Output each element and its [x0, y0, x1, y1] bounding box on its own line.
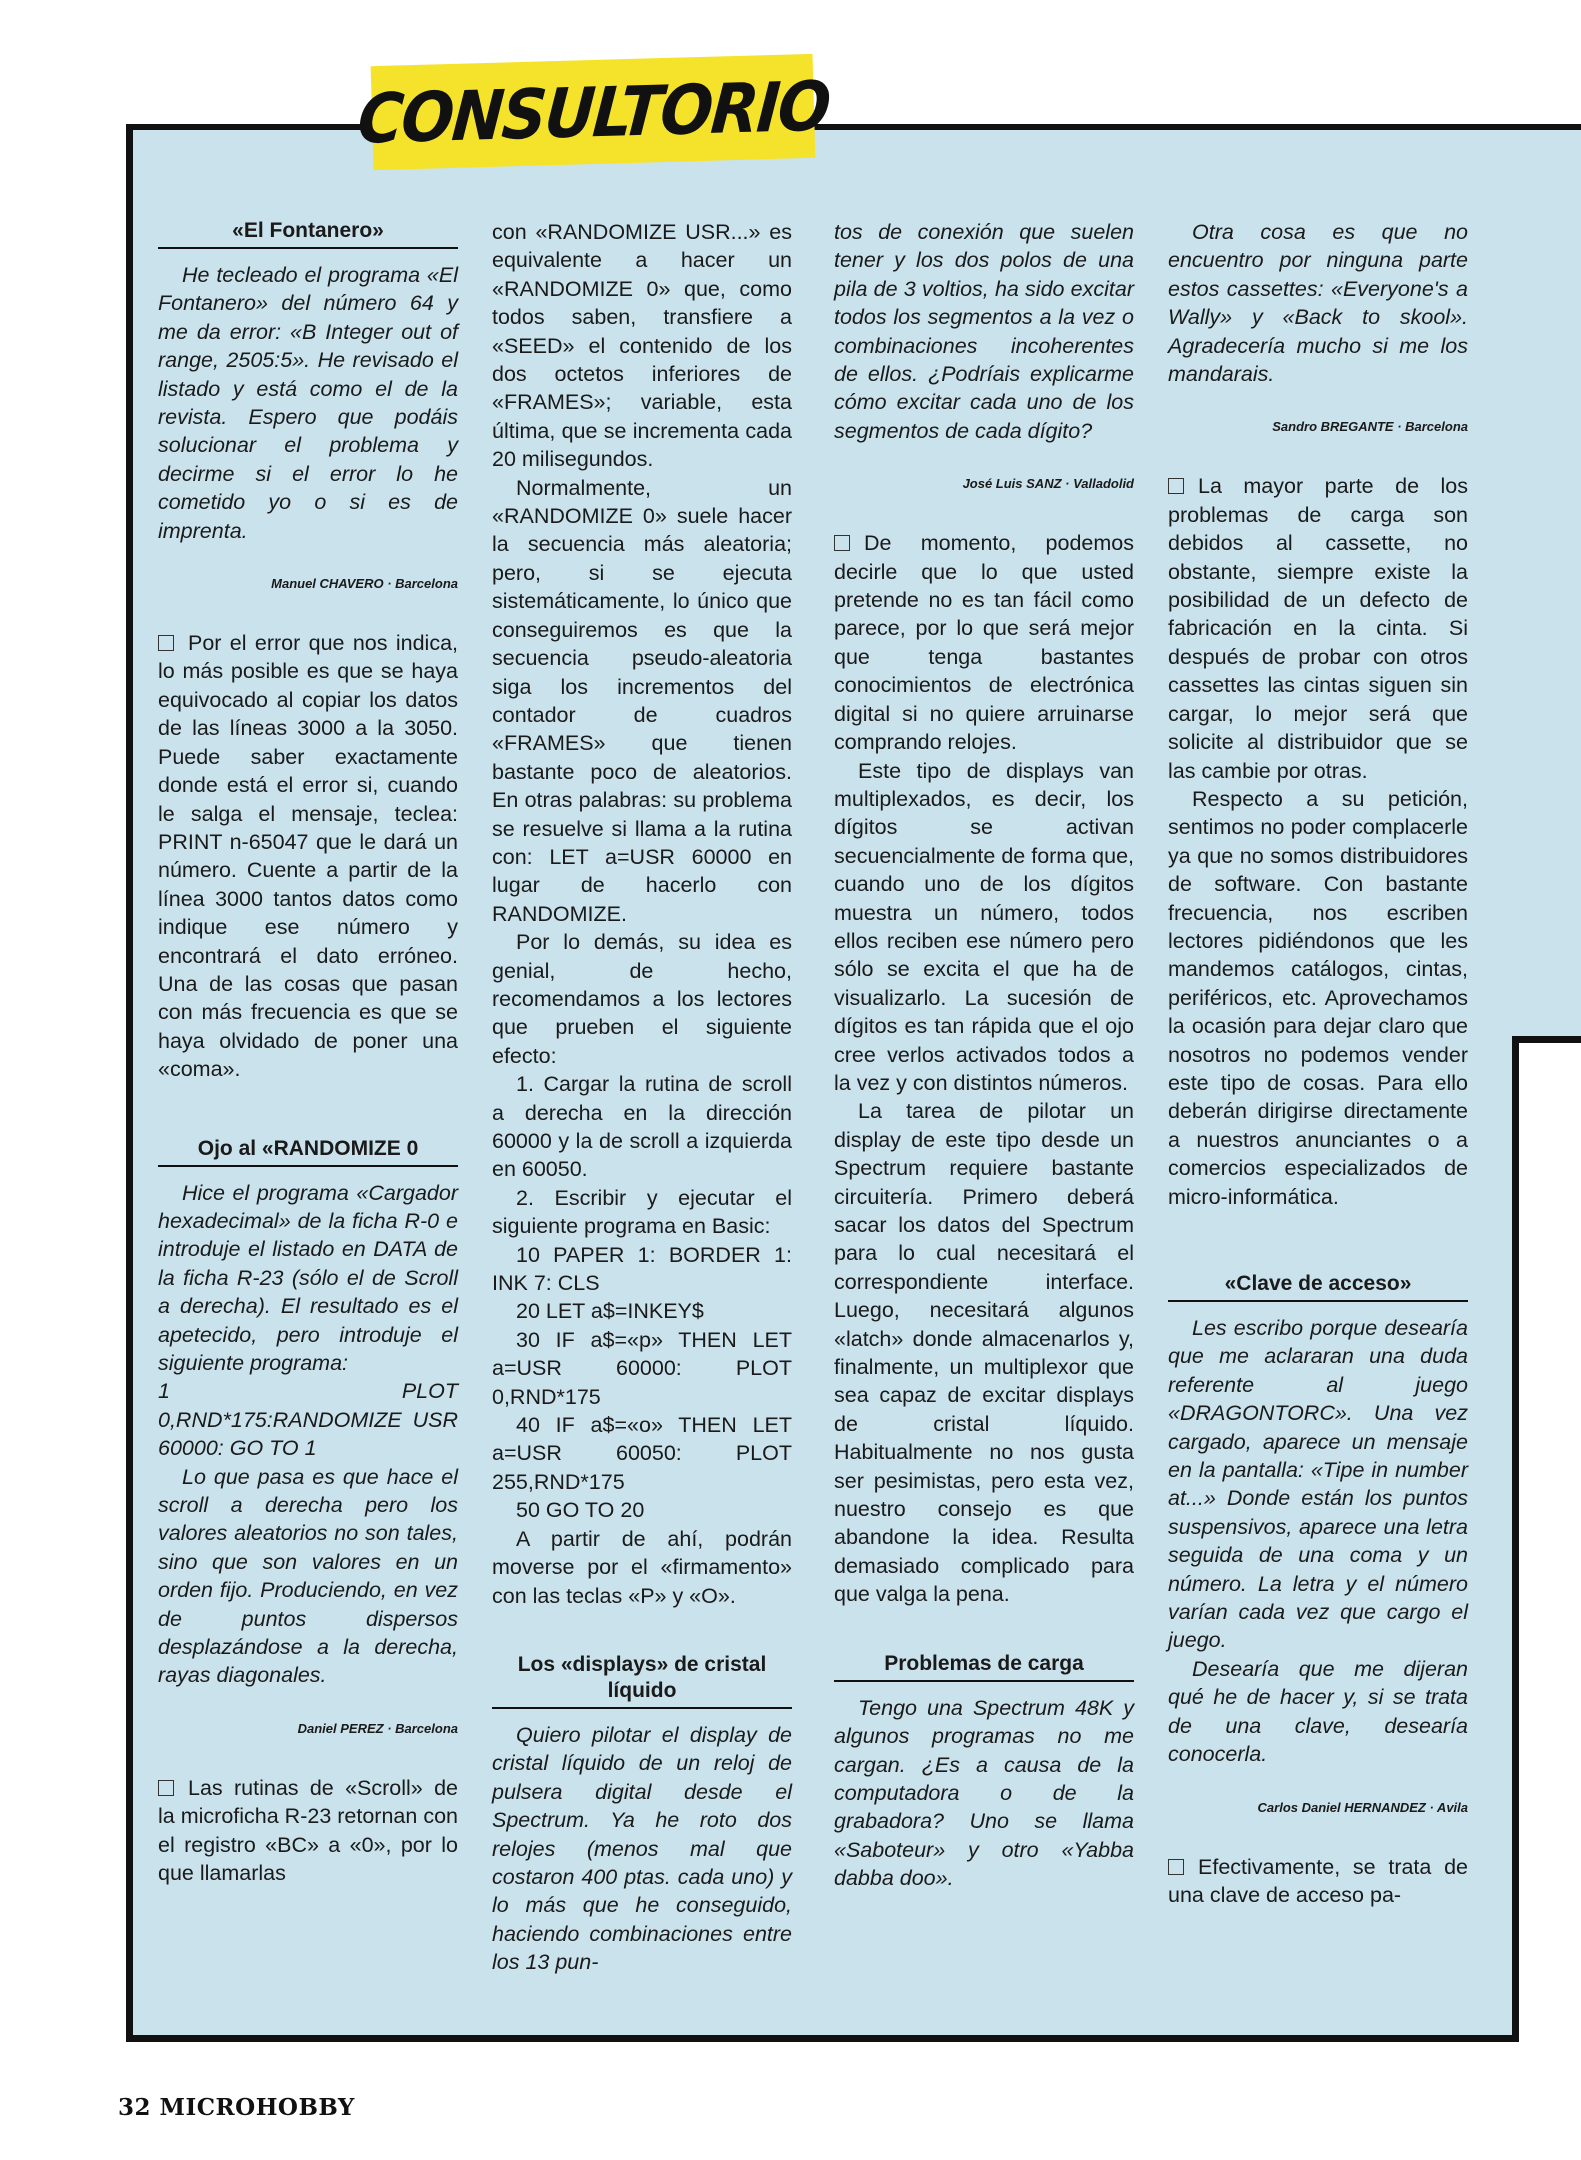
reader-question: He tecleado el programa «El Fontanero» del número 64 y me da error: «B Integer out of range, 2505:5». He revisado el listado y está como el de la revista. Espero que podáis solucionar el problema y decirme si el error lo he cometido yo o si es de imprenta. — [158, 263, 458, 543]
article-heading: Los «displays» de cristal líquido — [492, 1652, 792, 1709]
editor-answer: La tarea de pilotar un display de este tipo desde un Spectrum requiere bastante circuitería. Primero deberá sacar los datos del Spectrum para lo cual necesitará el correspondiente interface. Luego, necesitará algunos «latch» donde almacenarlos y, finalmente, un multiplexor que sea capaz de excitar displays de cristal líquido. Habitualmente no nos gusta ser pesimistas, pero esta vez, nuestro consejo es que abandone la idea. Resulta demasiado complicado para que valga la pena. — [834, 1099, 1134, 1607]
reader-question: tos de conexión que suelen tener y los dos polos de una pila de 3 voltios, ha sido excitar todos los segmentos a la vez o combinaciones incoherentes de ellos. ¿Podríais explicarme cómo excitar cada uno de los segmentos de cada dígito? — [834, 220, 1134, 443]
page-footer: 32 MICROHOBBY — [118, 2094, 355, 2121]
section-title-banner — [354, 56, 832, 168]
editor-answer: Las rutinas de «Scroll» de la microficha R-23 retornan con el registro «BC» a «0», por lo que llamarlas — [158, 1775, 458, 1886]
editor-answer: Respecto a su petición, sentimos no poder complacerle ya que no somos distribuidores de software. Con bastante frecuencia, nos escriben lectores pidiéndonos que les mandemos catálogos, cintas, periféricos, etc. Aprovechamos la ocasión para dejar claro que nosotros no podemos vender este tipo de cosas. Para ello deberán dirigirse directamente a nuestros anunciantes o a comercios especializados de micro-informática. — [1168, 786, 1468, 1209]
reader-question: Quiero pilotar el display de cristal líquido de un reloj de pulsera digital desde el Spectrum. Ya he roto dos relojes (menos mal que costaron 400 ptas. cada uno) y lo más que he conseguido, haciendo combinaciones entre los 13 pun- — [492, 1722, 792, 1975]
code-line: 40 IF a$=«o» THEN LET a=USR 60050: PLOT 255,RND*175 — [492, 1413, 792, 1494]
column-1 — [158, 218, 458, 1888]
reader-question: Tengo una Spectrum 48K y algunos programas no me cargan. ¿Es a causa de la computadora o de la grabadora? Uno se llama «Saboteur» y otro «Yabba dabba doo». — [834, 1695, 1134, 1891]
article-heading: «Clave de acceso» — [1168, 1271, 1468, 1302]
answer-box-icon — [158, 635, 174, 651]
editor-answer: Por lo demás, su idea es genial, de hecho, recomendamos a los lectores que prueben el siguiente efecto: — [492, 930, 792, 1068]
column-2 — [492, 218, 792, 1977]
editor-answer: La mayor parte de los problemas de carga son debidos al cassette, no obstante, siempre existe la posibilidad de un defecto de fabricación en la cinta. Si después de probar con otros cassettes las cintas siguen sin cargar, lo mejor será que solicite al distribuidor que se las cambie por otras. — [1168, 474, 1468, 783]
answer-box-icon — [1168, 1859, 1184, 1875]
code-line: 30 IF a$=«p» THEN LET a=USR 60000: PLOT 0,RND*175 — [492, 1327, 792, 1409]
reader-signature: Carlos Daniel HERNANDEZ · Avila — [1257, 1799, 1468, 1815]
editor-answer: Este tipo de displays van multiplexados, es decir, los dígitos se activan secuencialmente de forma que, cuando uno de los dígitos muestra un número, todos ellos reciben ese número pero sólo se excita el que ha de visualizarlo. La sucesión de dígitos es tan rápida que el ojo cree verlos activados todos a la vez y con distintos números. — [834, 758, 1134, 1095]
editor-answer: Normalmente, un «RANDOMIZE 0» suele hacer la secuencia más aleatoria; pero, si se ejecuta sistemáticamente, lo único que conseguiremos es que la secuencia pseudo-aleatoria siga los incrementos del contador de cuadros «FRAMES» que tienen bastante poco de aleatorios. En otras palabras: su problema se resuelve si llama a la rutina con: LET a=USR 60000 en lugar de hacerlo con RANDOMIZE. — [492, 475, 792, 926]
editor-answer: Por el error que nos indica, lo más posible es que se haya equivocado al copiar los datos de las líneas 3000 a la 3050. Puede saber exactamente donde está el error si, cuando le salga el mensaje, teclea: PRINT n-65047 que le dará un número. Cuente a partir de la línea 3000 tantos datos como indique ese número y encontrará el dato erróneo. Una de las cosas que pasan con más frecuencia es que se haya olvidado de poner una «coma». — [158, 631, 458, 1082]
section-title: CONSULTORIO — [354, 65, 832, 159]
editor-answer: con «RANDOMIZE USR...» es equivalente a hacer un «RANDOMIZE 0» que, como todos saben, transfiere a «SEED» el contenido de los dos octetos inferiores de «FRAMES»; variable, esta última, que se incrementa cada 20 milisegundos. — [492, 220, 792, 472]
answer-box-icon — [158, 1780, 174, 1796]
reader-signature: Sandro BREGANTE · Barcelona — [1272, 419, 1468, 435]
reader-question: Les escribo porque desearía que me aclararan una duda referente al juego «DRAGONTORC». Una vez cargado, aparece un mensaje en la pantalla: «Tipe in number at...» Donde están los puntos suspensivos, aparece una letra seguida de una coma y un número. La letra y el número varían cada vez que cargo el juego. — [1168, 1316, 1468, 1653]
reader-question: Hice el programa «Cargador hexadecimal» de la ficha R-0 e introduje el listado en DATA de la ficha R-23 (sólo el de Scroll a derecha). El resultado es el apetecido, pero introduje el siguiente programa: — [158, 1180, 458, 1375]
column-3 — [834, 218, 1134, 1893]
article-heading: «El Fontanero» — [158, 218, 458, 249]
code-line: 10 PAPER 1: BORDER 1: INK 7: CLS — [492, 1242, 792, 1296]
editor-answer: De momento, podemos decirle que lo que usted pretende no es tan fácil como parece, por lo que será mejor que tenga bastantes conocimientos de electrónica digital si no quiere arruinarse comprando relojes. — [834, 531, 1134, 755]
code-line: 50 GO TO 20 — [516, 1498, 645, 1523]
article-heading: Problemas de carga — [834, 1651, 1134, 1682]
column-4 — [1168, 218, 1468, 1909]
reader-signature: Manuel CHAVERO · Barcelona — [271, 576, 458, 592]
code-listing: 1 PLOT 0,RND*175:RANDOMIZE USR 60000: GO TO 1 — [158, 1379, 458, 1461]
answer-box-icon — [1168, 478, 1184, 494]
reader-question: Otra cosa es que no encuentro por ninguna parte estos cassettes: «Everyone's a Wally» y «Back to skool». Agradecería mucho si me los mandarais. — [1168, 220, 1468, 387]
editor-answer: 1. Cargar la rutina de scroll a derecha en la dirección 60000 y la de scroll a izquierda en 60050. — [492, 1072, 792, 1182]
editor-answer: A partir de ahí, podrán moverse por el «firmamento» con las teclas «P» y «O». — [492, 1526, 792, 1608]
code-line: 20 LET a$=INKEY$ — [516, 1299, 704, 1324]
reader-question: Lo que pasa es que hace el scroll a derecha pero los valores aleatorios no son tales, sino que son valores en un orden fijo. Produciendo, en vez de puntos dispersos desplazándose a la derecha, rayas diagonales. — [158, 1464, 458, 1688]
reader-signature: Daniel PEREZ · Barcelona — [297, 1720, 458, 1736]
reader-question: Desearía que me dijeran qué he de hacer y, si se trata de una clave, desearía conocerla. — [1168, 1656, 1468, 1767]
content-panel-strip — [1546, 124, 1581, 1042]
editor-answer: Efectivamente, se trata de una clave de acceso pa- — [1168, 1854, 1468, 1907]
reader-signature: José Luis SANZ · Valladolid — [962, 476, 1134, 492]
answer-box-icon — [834, 535, 850, 551]
page-margin-notch — [1512, 1036, 1581, 2042]
editor-answer: 2. Escribir y ejecutar el siguiente programa en Basic: — [492, 1185, 792, 1239]
article-heading: Ojo al «RANDOMIZE 0 — [158, 1136, 458, 1167]
